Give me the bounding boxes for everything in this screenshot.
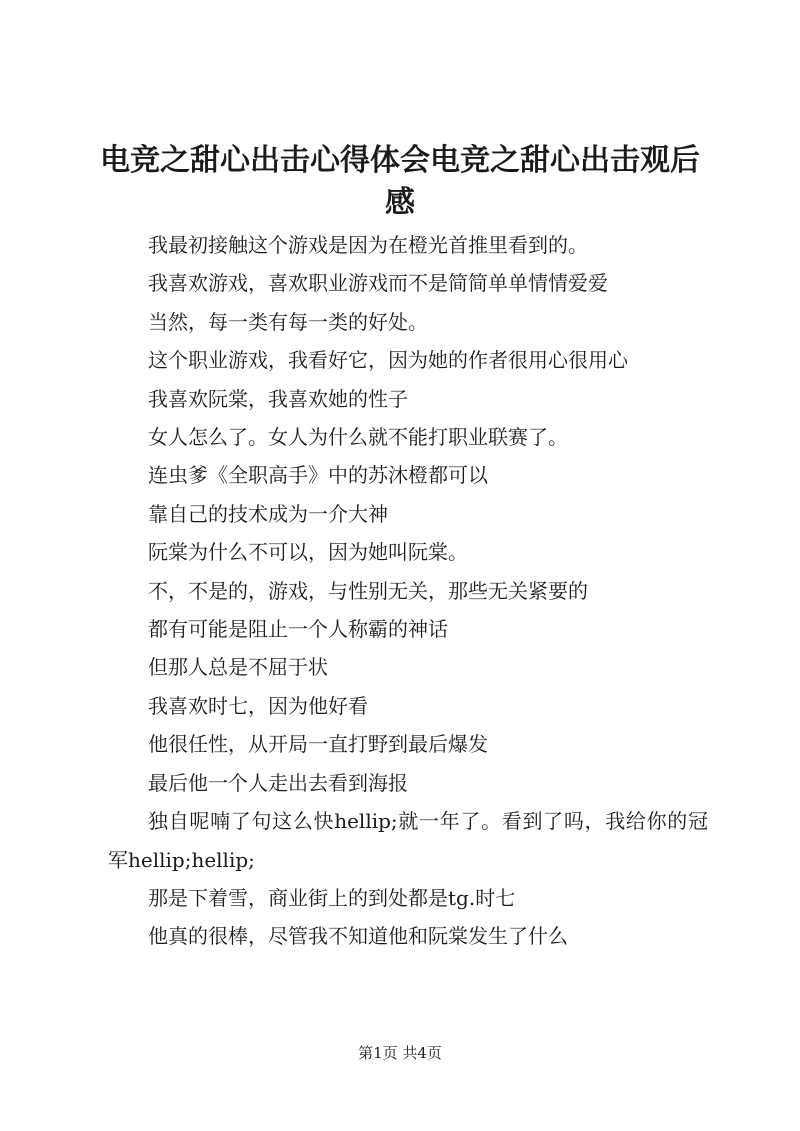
- paragraph: 当然，每一类有每一类的好处。: [148, 309, 428, 334]
- paragraph: 我喜欢阮棠，我喜欢她的性子: [148, 386, 408, 411]
- document-body: [108, 226, 708, 956]
- paragraph: 我喜欢时七，因为他好看: [148, 693, 368, 718]
- paragraph: 最后他一个人走出去看到海报: [148, 770, 408, 795]
- paragraph: 他很任性，从开局一直打野到最后爆发: [148, 732, 488, 757]
- paragraph: 不，不是的，游戏，与性别无关，那些无关紧要的: [148, 578, 588, 603]
- paragraph: 他真的很棒，尽管我不知道他和阮棠发生了什么: [148, 924, 568, 949]
- page-number-label: 第1页 共4页: [358, 1044, 442, 1062]
- paragraph: 独自呢喃了句这么快hellip;就一年了。看到了吗，我给你的冠军hellip;hellip;: [108, 809, 708, 872]
- paragraph: 阮棠为什么不可以，因为她叫阮棠。: [148, 540, 468, 565]
- page-footer: [0, 1043, 800, 1063]
- paragraph: 但那人总是不屈于状: [148, 655, 328, 680]
- paragraph: 连虫爹《全职高手》中的苏沐橙都可以: [148, 463, 488, 488]
- paragraph: 靠自己的技术成为一介大神: [148, 501, 388, 526]
- paragraph: 我喜欢游戏，喜欢职业游戏而不是简简单单情情爱爱: [148, 271, 608, 296]
- paragraph: 那是下着雪，商业街上的到处都是tg.时七: [148, 885, 516, 910]
- paragraph: 女人怎么了。女人为什么就不能打职业联赛了。: [148, 425, 568, 450]
- paragraph: 都有可能是阻止一个人称霸的神话: [148, 617, 448, 642]
- document-title: 电竞之甜心出击心得体会电竞之甜心出击观后感: [100, 143, 700, 220]
- paragraph: 这个职业游戏，我看好它，因为她的作者很用心很用心: [148, 348, 628, 373]
- paragraph: 我最初接触这个游戏是因为在橙光首推里看到的。: [148, 233, 588, 257]
